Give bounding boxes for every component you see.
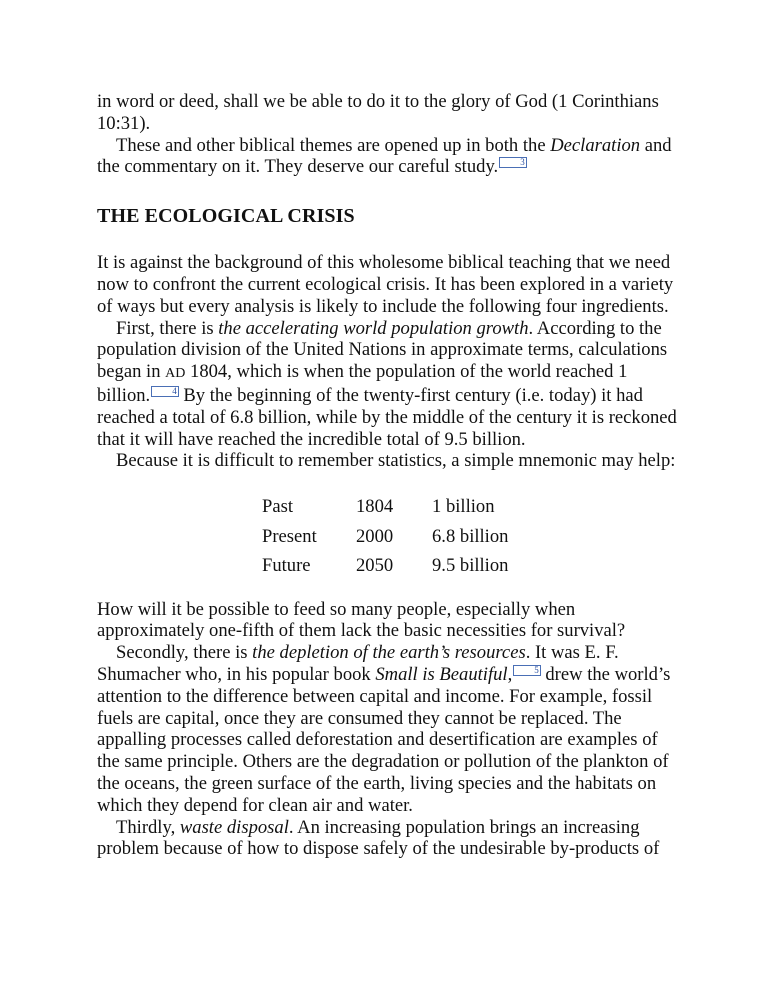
table-cell-amount: 1 billion xyxy=(432,496,495,517)
paragraph-text: . It was E. F. Shumacher who, in his popular book xyxy=(97,642,619,686)
table-cell-year: 2000 xyxy=(356,525,394,547)
table-cell-year: 2050 xyxy=(356,555,394,576)
italic-emphasis: the accelerating world population growth xyxy=(218,317,529,339)
table-cell-label: Future xyxy=(262,555,311,576)
paragraph-text: 1804, which is when the population of the world reached 1 billion. xyxy=(97,361,628,406)
paragraph-depletion xyxy=(97,642,679,816)
table-row xyxy=(262,492,532,522)
italic-book-title: Small is Beautiful xyxy=(375,664,508,686)
footnote-link-5[interactable]: 5 xyxy=(513,665,541,676)
italic-emphasis: waste disposal xyxy=(179,816,289,838)
paragraph-text: drew the world’s attention to the difference between capital and income. For example, fossil fuels are capital, once they are consumed they cannot be replaced. The appalling processes called deforestation and desertification are examples of the same principle. Others are the degradation or pollution of the plankton of the oceans, the green surface of the earth, living species and the habitats on which they depend for clean air and water. xyxy=(97,664,671,816)
paragraph-text: Secondly, there is xyxy=(116,642,253,664)
footnote-link-4[interactable]: 4 xyxy=(151,386,179,397)
paragraph-text: , xyxy=(507,664,513,686)
table-cell-amount: 6.8 billion xyxy=(432,525,509,547)
paragraph-text: Because it is difficult to remember statistics, a simple mnemonic may help: xyxy=(116,450,676,472)
table-cell-label: Present xyxy=(262,525,317,547)
population-table xyxy=(262,492,532,581)
table-cell-year: 1804 xyxy=(356,496,394,517)
paragraph-feeding xyxy=(97,599,679,643)
paragraph-mnemonic xyxy=(97,450,679,472)
table-row xyxy=(262,522,532,552)
paragraph-themes xyxy=(97,135,679,179)
paragraph-text: How will it be possible to feed so many people, especially when approximately one-fifth of them lack the basic necessities for survival? xyxy=(97,598,626,642)
italic-title-declaration: Declaration xyxy=(550,134,641,156)
table-cell-label: Past xyxy=(262,496,293,517)
table-cell-amount: 9.5 billion xyxy=(432,555,509,576)
paragraph-text: . An increasing population brings an increasing problem because of how to dispose safely of the undesirable by-products of xyxy=(97,816,660,860)
paragraph-population xyxy=(97,318,679,451)
paragraph-text: First, there is xyxy=(116,317,219,339)
paragraph-intro xyxy=(97,252,679,317)
small-caps-era: AD xyxy=(165,366,186,382)
paragraph-continuation xyxy=(97,91,679,135)
paragraph-waste xyxy=(97,817,679,861)
page-content xyxy=(97,91,679,860)
table-row xyxy=(262,551,532,581)
section-heading: THE ECOLOGICAL CRISIS xyxy=(97,205,355,228)
paragraph-text: . According to the population division of the United Nations in approximate terms, calculations began in xyxy=(97,317,668,383)
paragraph-text: These and other biblical themes are opened up in both the xyxy=(116,134,551,156)
paragraph-text: in word or deed, shall we be able to do it to the glory of God (1 Corinthians 10:31). xyxy=(97,91,659,134)
italic-emphasis: the depletion of the earth’s resources xyxy=(252,642,526,664)
paragraph-text: and the commentary on it. They deserve our careful study. xyxy=(97,134,672,178)
paragraph-text: By the beginning of the twenty-first century (i.e. today) it had reached a total of 6.8 billion, while by the middle of the century it is reckoned that it will have reached the incredible total of 9.5 billion. xyxy=(97,384,677,450)
paragraph-text: It is against the background of this wholesome biblical teaching that we need now to confront the current ecological crisis. It has been explored in a variety of ways but every analysis is likely to include the following four ingredients. xyxy=(97,252,674,317)
footnote-link-3[interactable]: 3 xyxy=(499,157,527,168)
paragraph-text: Thirdly, xyxy=(116,816,180,838)
